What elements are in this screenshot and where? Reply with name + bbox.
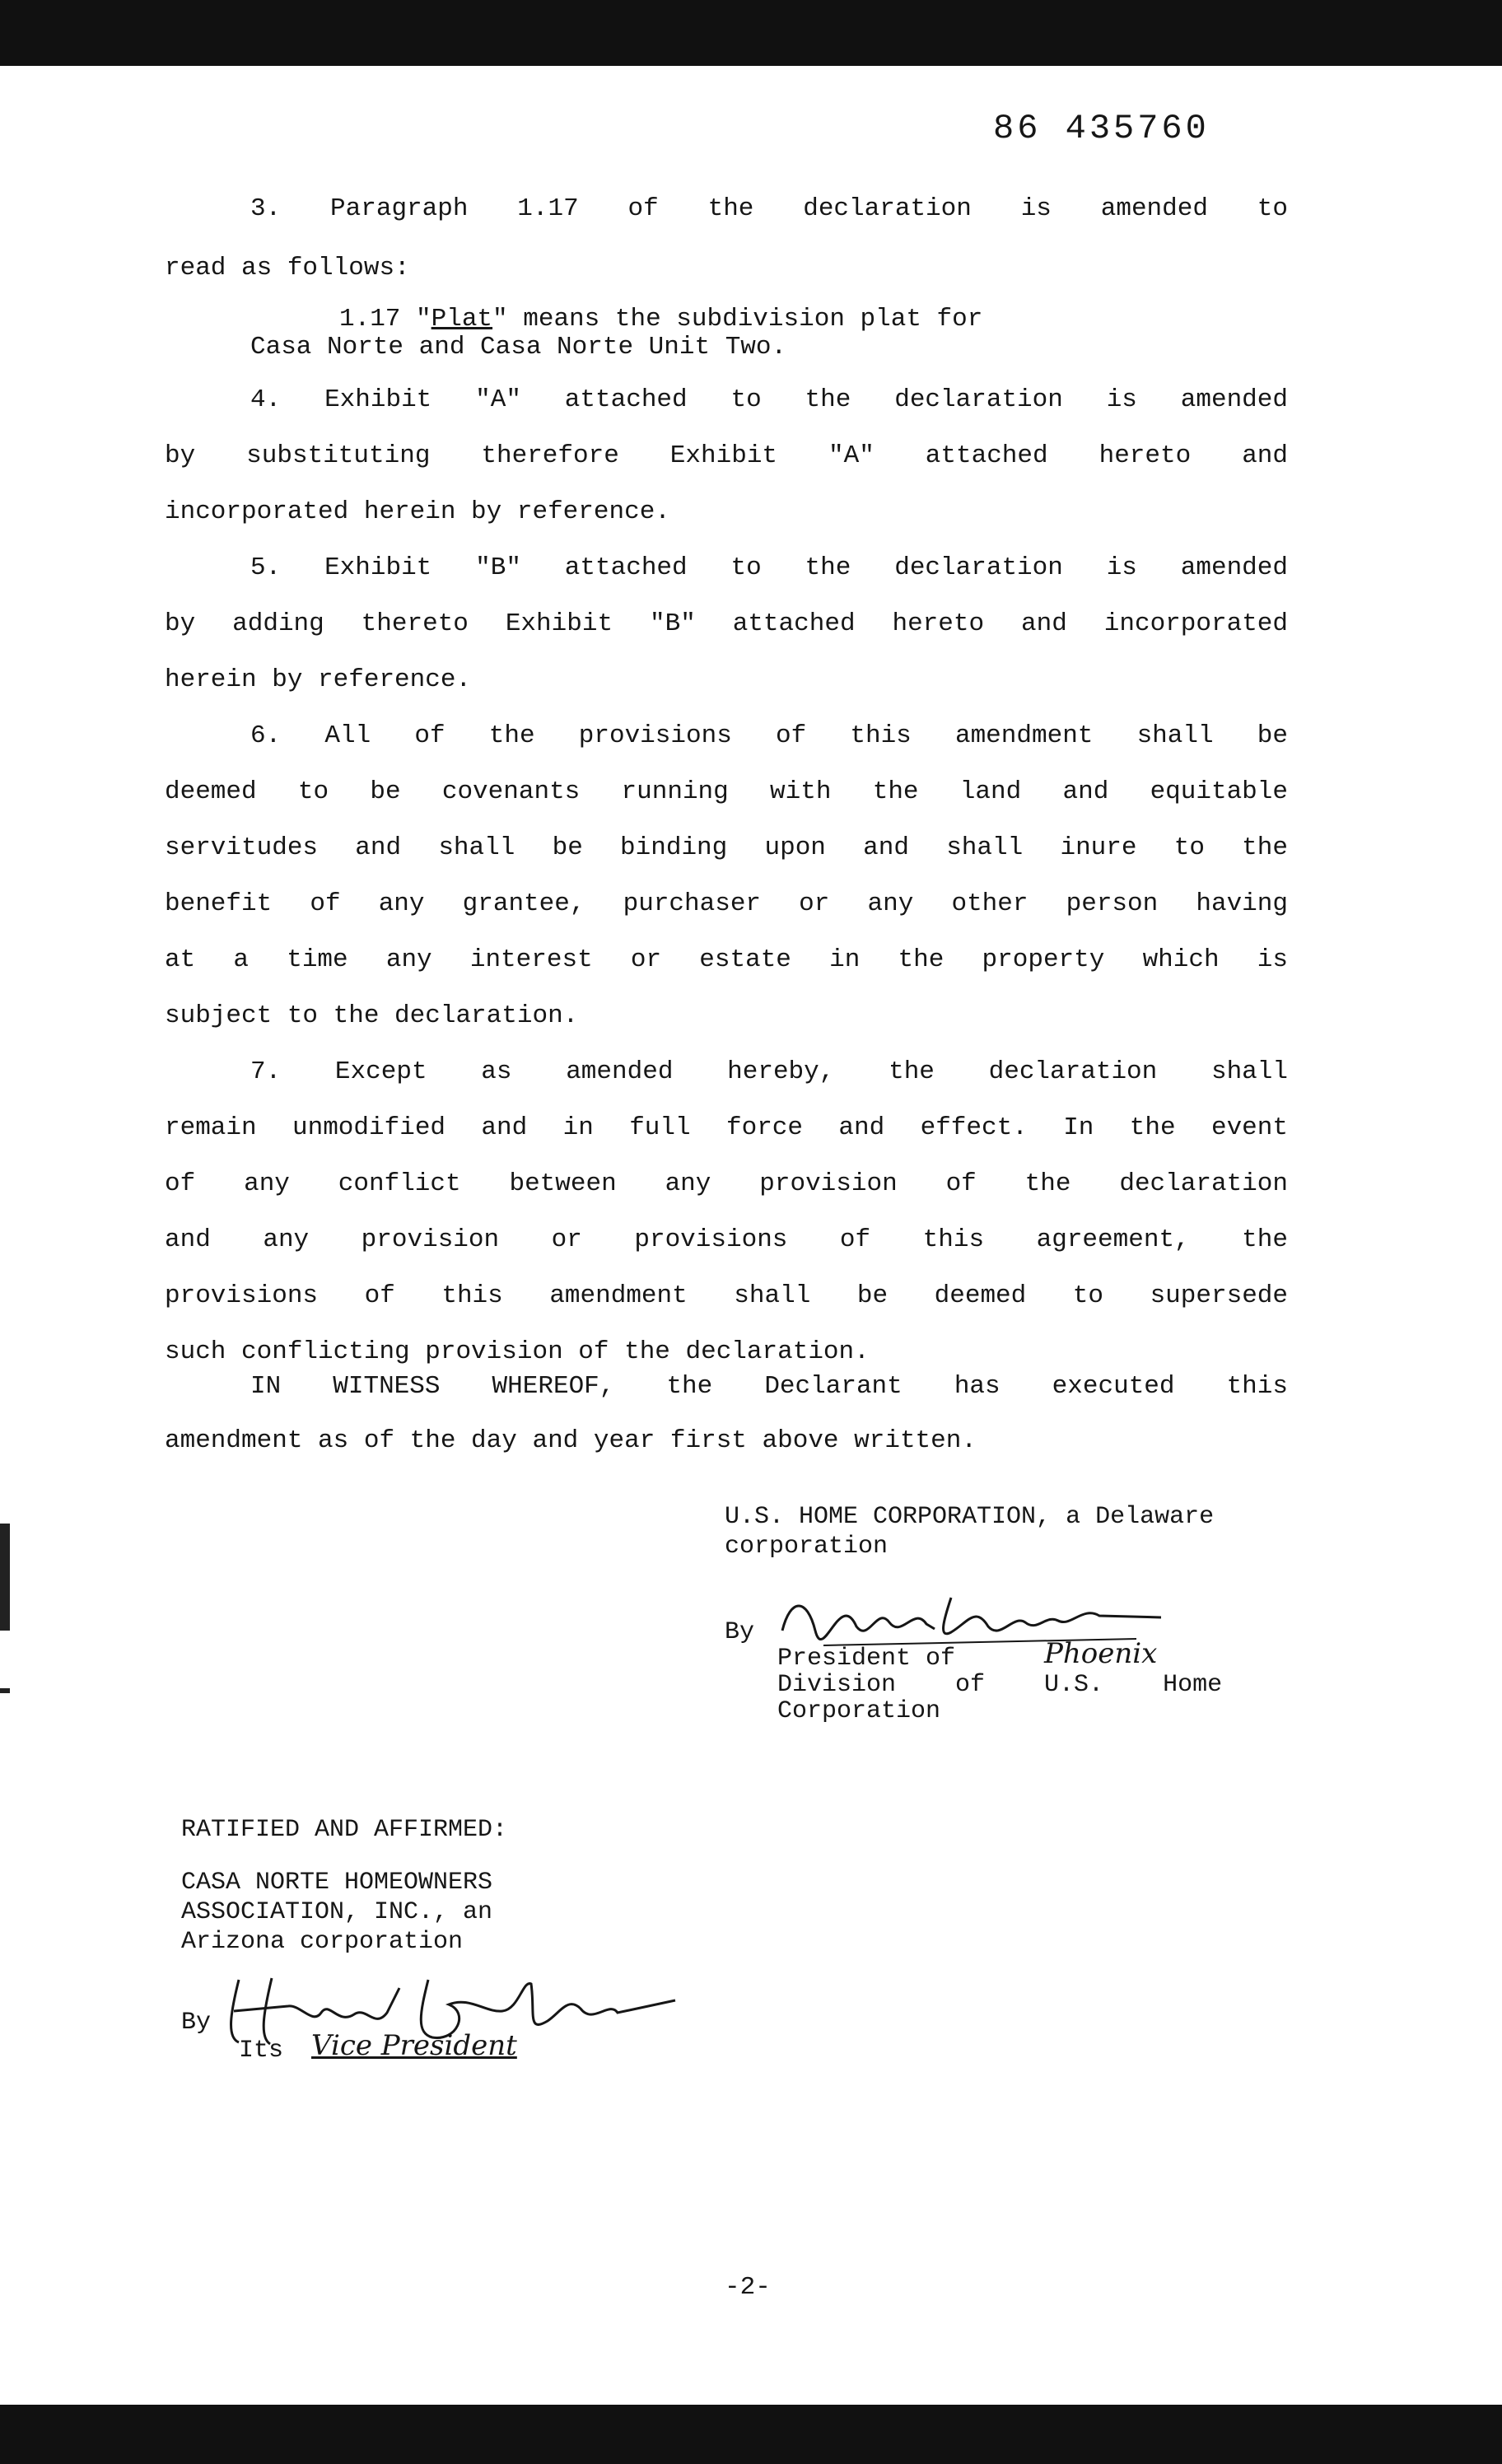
ratified-heading: RATIFIED AND AFFIRMED: xyxy=(181,1816,508,1844)
scan-border-bottom xyxy=(0,2405,1502,2464)
section-3-line: read as follows: xyxy=(165,254,410,282)
section-7-line: provisions of this amendment shall be deemed to supersede xyxy=(165,1281,1288,1310)
definition-suffix: " means the subdivision plat for xyxy=(492,305,983,334)
definition-line: Casa Norte and Casa Norte Unit Two. xyxy=(250,333,787,362)
section-5-line: 5. Exhibit "B" attached to the declaration is amended xyxy=(250,553,1288,582)
association-name: ASSOCIATION, INC., an xyxy=(181,1898,493,1926)
scan-edge-mark xyxy=(0,1524,10,1631)
handwritten-division: Phoenix xyxy=(1044,1637,1158,1670)
page-number: -2- xyxy=(725,2273,771,2302)
section-5-line: herein by reference. xyxy=(165,665,472,694)
document-number: 86 435760 xyxy=(993,109,1210,148)
section-4-line: 4. Exhibit "A" attached to the declaration is amended xyxy=(250,385,1288,414)
section-7-line: such conflicting provision of the declaration. xyxy=(165,1337,870,1366)
witness-line: IN WITNESS WHEREOF, the Declarant has executed this xyxy=(250,1372,1288,1401)
section-5-line: by adding thereto Exhibit "B" attached hereto and incorporated xyxy=(165,609,1288,638)
signer-title: Division of U.S. Home xyxy=(777,1671,1223,1699)
declarant-name: corporation xyxy=(725,1533,889,1561)
section-6-line: at a time any interest or estate in the property which is xyxy=(165,945,1288,974)
section-7-line: of any conflict between any provision of the declaration xyxy=(165,1169,1288,1198)
section-6-line: deemed to be covenants running with the land and equitable xyxy=(165,777,1288,806)
signer-title: Corporation xyxy=(777,1697,941,1725)
scan-border-top xyxy=(0,0,1502,66)
definition-line xyxy=(339,305,982,334)
section-7-line: remain unmodified and in full force and effect. In the event xyxy=(165,1113,1288,1142)
section-6-line: servitudes and shall be binding upon and shall inure to the xyxy=(165,833,1288,862)
association-name: CASA NORTE HOMEOWNERS xyxy=(181,1869,493,1897)
definition-prefix: 1.17 " xyxy=(339,305,431,334)
section-7-line: 7. Except as amended hereby, the declaration shall xyxy=(250,1057,1288,1086)
handwritten-title: Vice President xyxy=(311,2029,517,2062)
its-label: Its xyxy=(239,2037,284,2065)
declarant-name: U.S. HOME CORPORATION, a Delaware xyxy=(725,1503,1215,1531)
section-6-line: 6. All of the provisions of this amendment shall be xyxy=(250,721,1288,750)
section-4-line: incorporated herein by reference. xyxy=(165,497,670,526)
signer-title: President of xyxy=(777,1645,956,1673)
section-4-line: by substituting therefore Exhibit "A" attached hereto and xyxy=(165,441,1288,470)
by-label: By xyxy=(181,2009,212,2037)
association-name: Arizona corporation xyxy=(181,1928,464,1956)
by-label: By xyxy=(725,1618,755,1646)
definition-term: Plat xyxy=(431,305,493,334)
witness-line: amendment as of the day and year first above written. xyxy=(165,1426,977,1455)
section-7-line: and any provision or provisions of this agreement, the xyxy=(165,1225,1288,1254)
section-6-line: subject to the declaration. xyxy=(165,1001,579,1030)
section-3-line: 3. Paragraph 1.17 of the declaration is amended to xyxy=(250,194,1288,223)
section-6-line: benefit of any grantee, purchaser or any other person having xyxy=(165,889,1288,918)
scan-edge-mark xyxy=(0,1688,10,1693)
